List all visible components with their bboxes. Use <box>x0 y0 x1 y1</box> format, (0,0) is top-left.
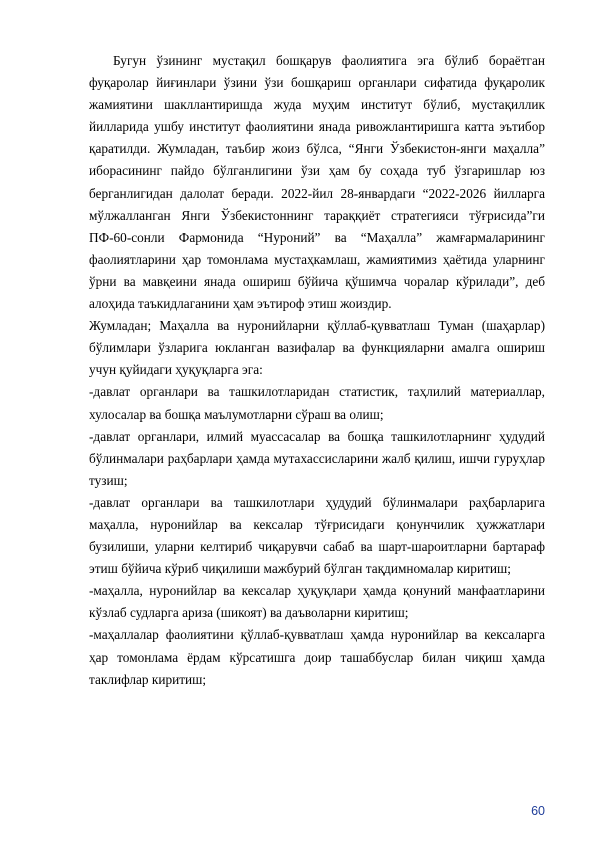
list-item-statistics: -давлат органлари ва ташкилотларидан статистик, таҳлилий материаллар, хулосалар ва бошқа маълумотларни сўраш ва олиш; <box>89 384 545 422</box>
list-item-court-claims: -маҳалла, нуронийлар ва кексалар ҳуқуқлари ҳамда қонуний манфаатларини кўзлаб судларга ариза (шикоят) ва даъволарни киритиш; <box>89 583 545 621</box>
paragraph-rights-intro: Жумладан; Маҳалла ва нуронийларни қўллаб-қувватлаш Туман (шаҳарлар) бўлимлари ўзларига юкланган вазифалар ва функцияларни амалга ошириш учун қуйидаги ҳуқуқларга эга: <box>89 318 545 378</box>
page-number: 60 <box>531 804 545 818</box>
list-item-initiatives: -маҳаллалар фаолиятини қўллаб-қувватлаш ҳамда нуронийлар ва кексаларга ҳар томонлама ёрдам кўрсатишга доир ташаббуслар билан чиқиш ҳамда таклифлар киритиш; <box>89 627 545 687</box>
list-item-submissions: -давлат органлари ва ташкилотлари ҳудудий бўлинмалари раҳбарларига маҳалла, нуронийлар ва кексалар тўғрисидаги қонунчилик ҳужжатлари бузилиши, уларни келтириб чиқарувчи сабаб ва шарт-шароитларни бартараф этиш бўйича кўриб чиқилиши мажбурий бўлган тақдимномалар киритиш; <box>89 494 545 577</box>
paragraph-intro: Бугун ўзининг мустақил бошқарув фаолиятига эга бўлиб бораётган фуқаролар йиғинлари ўзини ўзи бошқариш органлари сифатида фуқаролик жамиятини шакллантиришда жуда муҳим институт бўлиб, мустақиллик йилларида ушбу институт фаолиятини янада ривожлантиришга катта эътибор қаратилди. Жумладан, таъбир жоиз бўлса, “Янги Ўзбекистон-янги маҳалла” иборасининг пайдо бўлганлигини ўзи ҳам бу соҳада туб ўзгаришлар юз берганлигидан далолат беради. 2022-йил 28-январдаги “2022-2026 йилларга мўлжалланган Янги Ўзбекистоннинг тараққиёт стратегияси тўғрисида”ги ПФ-60-сонли Фармонида “Нуроний” ва “Маҳалла” жамғармаларининг фаолиятларини ҳар томонлама мустаҳкамлаш, жамиятимиз ҳаётида уларнинг ўрни ва мавқеини янада ошириш бўйича қўшимча чоралар кўрилади”, деб алоҳида таъкидлаганини ҳам эътироф этиш жоиздир. <box>89 53 545 312</box>
body-text <box>89 50 545 691</box>
list-item-working-groups: -давлат органлари, илмий муассасалар ва бошқа ташкилотларнинг ҳудудий бўлинмалари раҳбарлари ҳамда мутахассисларини жалб қилиш, ишчи гуруҳлар тузиш; <box>89 428 545 488</box>
